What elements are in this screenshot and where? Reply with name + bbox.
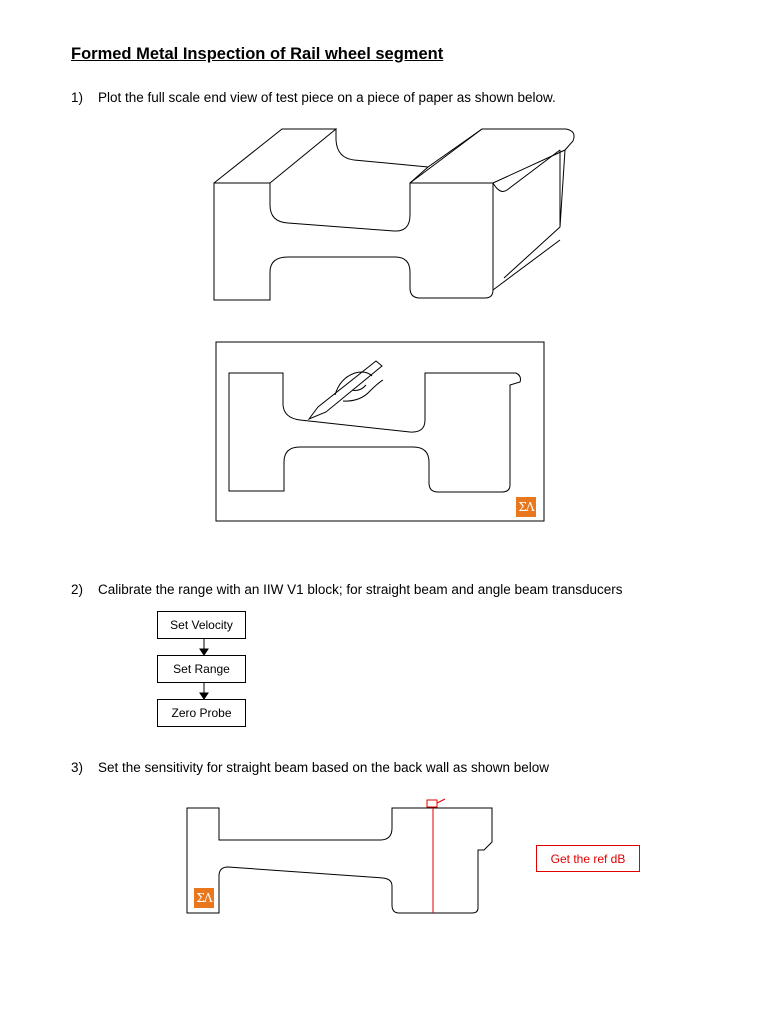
document-title: Formed Metal Inspection of Rail wheel segment xyxy=(71,45,444,63)
flow-step-set-range: Set Range xyxy=(157,655,246,683)
transducer-probe-icon xyxy=(427,799,445,807)
step-2-text: Calibrate the range with an IIW V1 block; for straight beam and angle beam transducers xyxy=(98,582,623,597)
company-logo-icon: ΣΛ xyxy=(516,497,536,517)
step-1-number: 1) xyxy=(71,90,84,105)
step-1-text: Plot the full scale end view of test piece on a piece of paper as shown below. xyxy=(98,90,556,105)
flow-step-zero-probe: Zero Probe xyxy=(157,699,246,727)
step-2-number: 2) xyxy=(71,582,84,597)
flow-step-set-velocity: Set Velocity xyxy=(157,611,246,639)
step-3-text: Set the sensitivity for straight beam based on the back wall as shown below xyxy=(98,760,549,775)
company-logo-icon: ΣΛ xyxy=(194,888,214,908)
step-3-number: 3) xyxy=(71,760,84,775)
rail-profile-outline xyxy=(187,808,492,913)
ref-db-label: Get the ref dB xyxy=(536,845,640,872)
